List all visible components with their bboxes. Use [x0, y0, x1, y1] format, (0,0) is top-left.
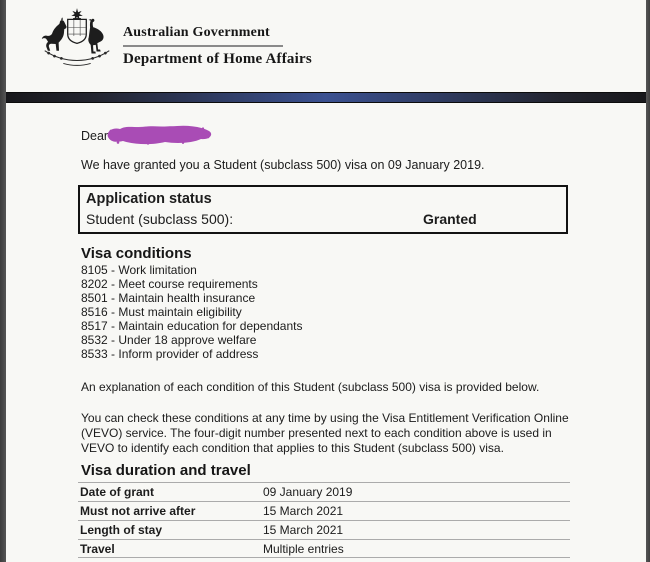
application-item-label: Student (subclass 500):	[86, 211, 234, 227]
duration-travel-table	[78, 482, 570, 558]
row-value: Multiple entries	[263, 541, 344, 556]
department-title: Department of Home Affairs	[123, 51, 312, 67]
salutation: Dear	[81, 129, 109, 143]
row-label: Date of grant	[80, 485, 155, 499]
duration-travel-heading: Visa duration and travel	[81, 462, 251, 479]
application-status-box	[78, 185, 568, 234]
government-title: Australian Government	[123, 25, 270, 40]
condition-item: 8516 - Must maintain eligibility	[81, 305, 242, 319]
condition-item: 8202 - Meet course requirements	[81, 277, 258, 291]
grant-statement: We have granted you a Student (subclass 500) visa on 09 January 2019.	[81, 158, 485, 172]
agency-lockup	[123, 25, 312, 68]
row-label: Must not arrive after	[80, 504, 196, 518]
condition-item: 8532 - Under 18 approve welfare	[81, 333, 257, 347]
lockup-divider	[123, 45, 283, 47]
row-label: Travel	[80, 541, 115, 556]
redaction-scribble	[104, 122, 216, 150]
coat-of-arms-icon	[33, 6, 121, 70]
conditions-explanation: An explanation of each condition of this Student (subclass 500) visa is provided below.	[81, 380, 540, 394]
application-status-value: Granted	[423, 211, 477, 227]
table-row	[78, 482, 570, 501]
condition-item: 8105 - Work limitation	[81, 263, 197, 277]
vevo-note-line: (VEVO) service. The four-digit number presented next to each condition above is used in	[81, 426, 552, 440]
row-value: 09 January 2019	[263, 485, 353, 499]
table-row	[78, 501, 570, 520]
vevo-note-line: VEVO to identify each condition that applies to this Student (subclass 500) visa.	[81, 441, 504, 455]
condition-item: 8517 - Maintain education for dependants	[81, 319, 303, 333]
row-value: 15 March 2021	[263, 504, 344, 518]
table-row	[78, 520, 570, 539]
row-value: 15 March 2021	[263, 523, 344, 537]
visa-conditions-list	[81, 263, 303, 361]
visa-conditions-heading: Visa conditions	[81, 245, 192, 262]
condition-item: 8533 - Inform provider of address	[81, 347, 259, 361]
header-banner	[5, 92, 646, 103]
left-border	[0, 0, 6, 562]
right-border	[646, 0, 650, 562]
condition-item: 8501 - Maintain health insurance	[81, 291, 256, 305]
vevo-note-line: You can check these conditions at any time by using the Visa Entitlement Verification Online	[81, 411, 569, 425]
table-row	[78, 539, 570, 558]
application-status-title: Application status	[86, 191, 212, 207]
vevo-note	[81, 411, 569, 456]
row-label: Length of stay	[80, 523, 163, 537]
